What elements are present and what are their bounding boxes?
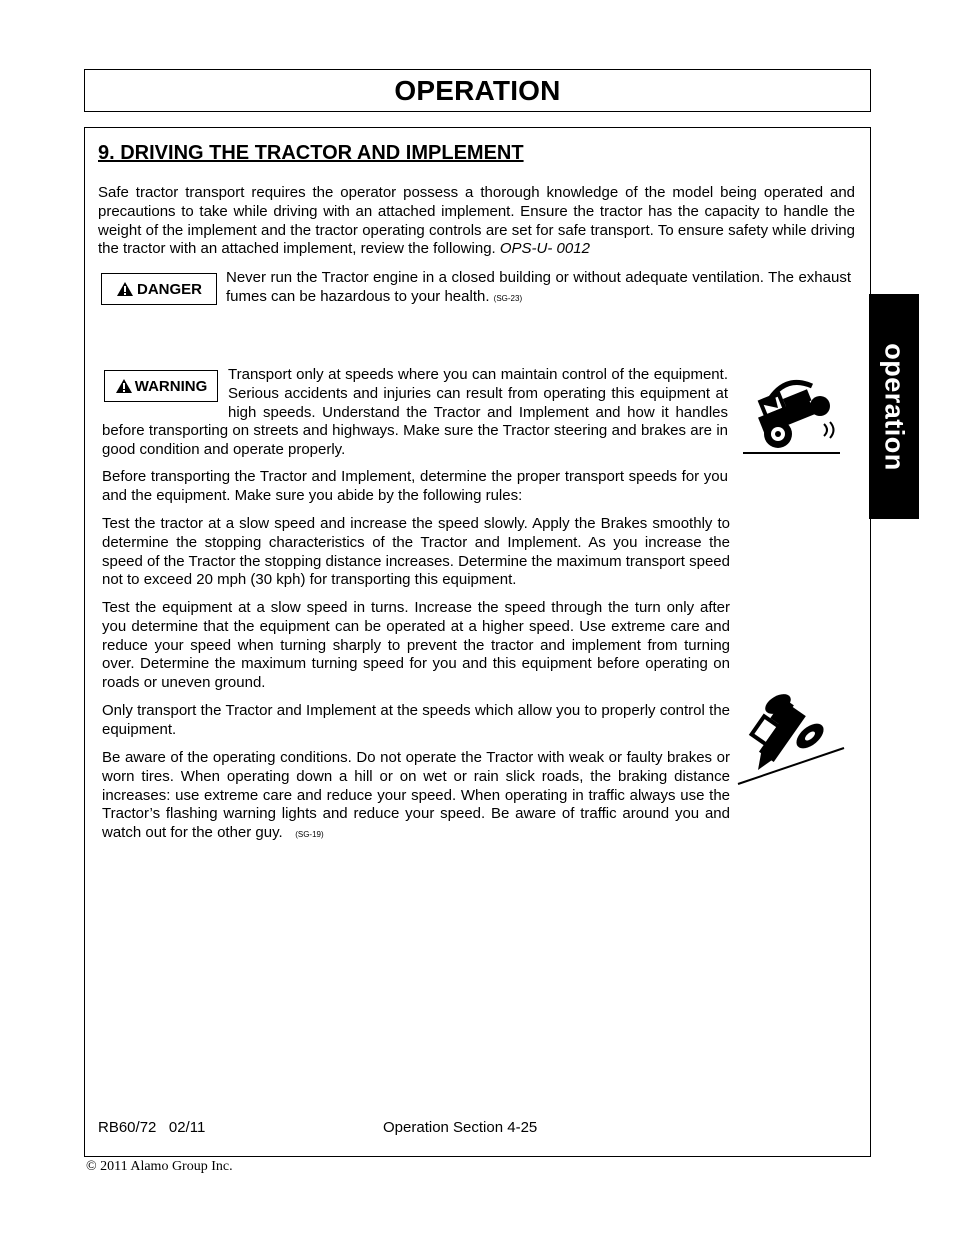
copyright: © 2011 Alamo Group Inc.	[86, 1159, 233, 1174]
danger-sign	[101, 273, 217, 305]
tractor-tipping-icon	[740, 372, 842, 458]
warning-label: WARNING	[134, 377, 208, 395]
intro-paragraph	[98, 184, 855, 259]
side-tab-label: operation	[879, 342, 910, 471]
body-paragraph-4: Only transport the Tractor and Implement at the speeds which allow you to properly control the equipment.	[102, 702, 730, 738]
section-title: 9. DRIVING THE TRACTOR AND IMPLEMENT	[98, 142, 524, 164]
final-text: Be aware of the operating conditions. Do not operate the Tractor with weak or faulty brakes or worn tires. When operating down a hill or on wet or rain slick roads, the braking distance increases: use extreme care and reduce your speed. When operating in traffic always use the Tractor’s flashing warning lights and reduce your speed. Be aware of traffic around you and watch out for the other guy.	[102, 749, 730, 842]
danger-code: (SG-23)	[493, 293, 523, 303]
footer-model: RB60/72 02/11	[98, 1119, 206, 1136]
body-paragraph-2: Test the tractor at a slow speed and increase the speed slowly. Apply the Brakes smoothly to determine the stopping characteristics of the Tractor and Implement. As you increase the speed of the Tractor the stopping distance increases. Determine the maximum transport speed not to exceed 20 mph (30 kph) for transporting this equipment.	[102, 515, 730, 589]
danger-text	[226, 269, 851, 309]
footer-section: Operation Section 4-25	[383, 1119, 538, 1136]
alert-triangle-icon	[116, 281, 134, 297]
final-code: (SG-19)	[295, 830, 324, 840]
warning-message: Transport only at speeds where you can maintain control of the equipment. Serious accidents and injuries can result from operating this equipment at high speeds. Understand the Tractor and Implement and how it handles before transporting on streets and highways. Make sure the Tractor steering and brakes are in good condition and operate properly.	[102, 366, 728, 459]
danger-label: DANGER	[136, 280, 202, 298]
warning-float-spacer	[102, 366, 228, 422]
body-paragraph-1: Before transporting the Tractor and Implement, determine the proper transport speeds for you and the equipment. Make sure you abide by the following rules:	[102, 468, 728, 504]
page-title: OPERATION	[394, 75, 561, 106]
intro-ref: OPS-U- 0012	[499, 240, 590, 258]
final-paragraph	[102, 749, 730, 845]
body-paragraph-3: Test the equipment at a slow speed in turns. Increase the speed through the turn only after you determine that the equipment can be operated at a higher speed. Use extreme care and reduce your speed when turning sharply to prevent the tractor and implement from turning over. Determine the maximum turning speed for you and this equipment before operating on roads or uneven ground.	[102, 599, 730, 692]
intro-text: Safe tractor transport requires the operator possess a thorough knowledge of the model being operated and precautions to take while driving with an attached implement. Ensure the tractor has the capacity to handle the weight of the implement and the tractor operating controls are set for safe transport. To ensure safety while driving the tractor with an attached implement, review the following.	[98, 184, 855, 258]
warning-paragraph	[102, 366, 728, 460]
tractor-rollover-icon	[736, 684, 848, 790]
danger-message: Never run the Tractor engine in a closed building or without adequate ventilation. The exhaust fumes can be hazardous to your health.	[226, 269, 851, 305]
header-box	[84, 69, 871, 112]
side-tab	[869, 294, 919, 519]
